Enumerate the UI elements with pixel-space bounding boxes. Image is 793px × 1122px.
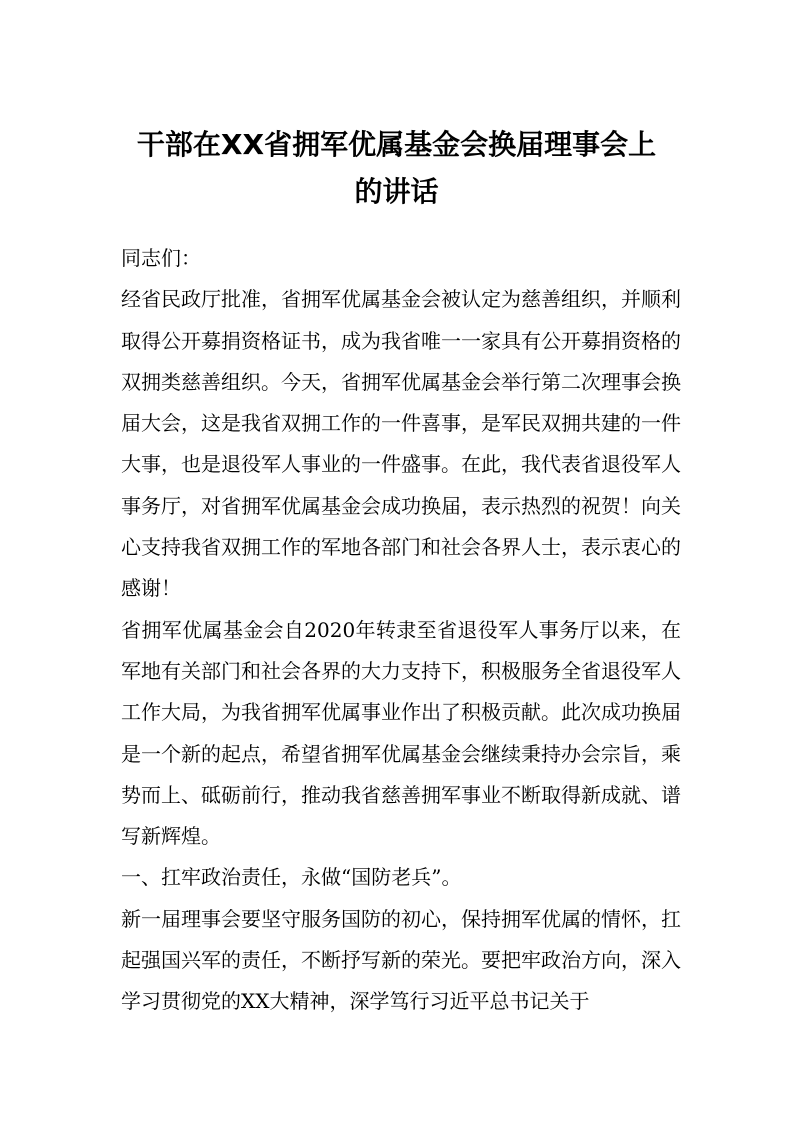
document-title-line-2: 的讲话 xyxy=(354,175,439,208)
paragraph: 省拥军优属基金会自2020年转隶至省退役军人事务厅以来，在军地有关部门和社会各界的大力支持下，积极服务全省退役军人工作大局，为我省拥军优属事业作出了积极贡献。此次成功换届是一个新的起点，希望省拥军优属基金会继续秉持办会宗旨，乘势而上、砥砺前行，推动我省慈善拥军事业不断取得新成就、谱写新辉煌。 xyxy=(121,617,681,849)
document-body xyxy=(121,238,681,1023)
paragraph: 经省民政厅批准，省拥军优属基金会被认定为慈善组织，并顺利取得公开募捐资格证书，成为我省唯一一家具有公开募捐资格的双拥类慈善组织。今天，省拥军优属基金会举行第二次理事会换届大会，这是我省双拥工作的一件喜事，是军民双拥共建的一件大事，也是退役军人事业的一件盛事。在此，我代表省退役军人事务厅，对省拥军优属基金会成功换届，表示热烈的祝贺！向关心支持我省双拥工作的军地各部门和社会各界人士，表示衷心的感谢！ xyxy=(121,287,681,601)
salutation: 同志们： xyxy=(121,246,201,270)
section-heading: 一、扛牢政治责任，永做“国防老兵”。 xyxy=(121,865,462,890)
paragraph: 新一届理事会要坚守服务国防的初心，保持拥军优属的情怀，扛起强国兴军的责任，不断抒写新的荣光。要把牢政治方向，深入学习贯彻党的XX大精神，深学笃行习近平总书记关于 xyxy=(121,906,681,1014)
document-title-line-1: 干部在XX省拥军优属基金会换届理事会上 xyxy=(136,128,657,161)
